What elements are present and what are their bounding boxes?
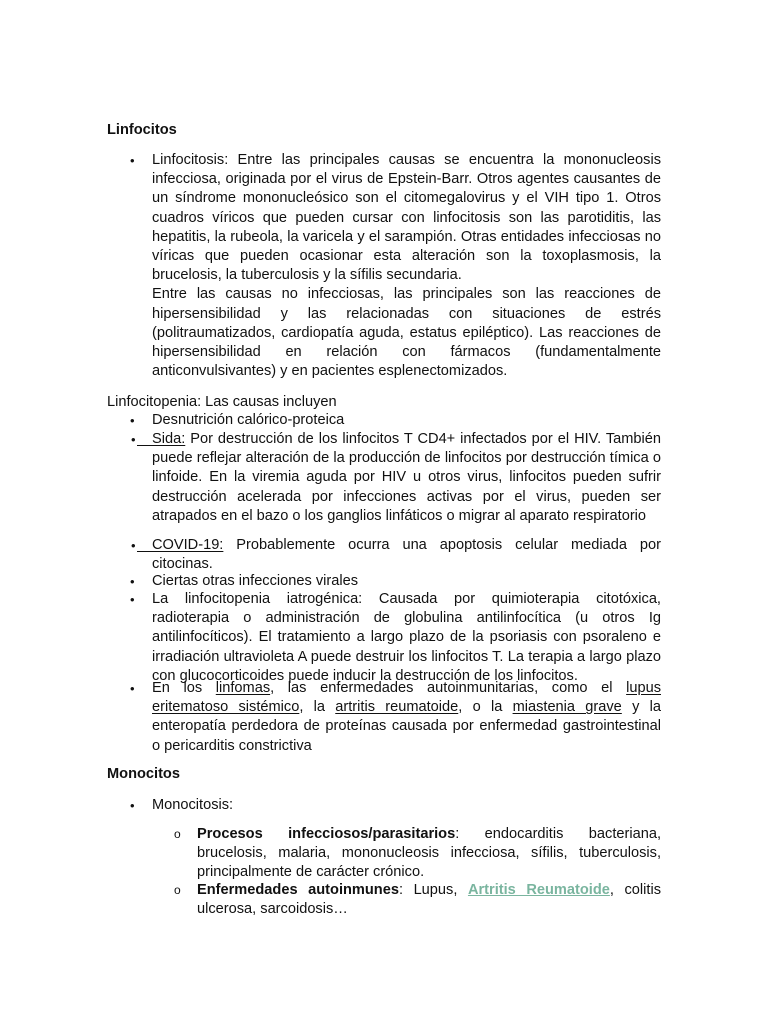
autoinmunes-item: Enfermedades autoinmunes: Lupus, Artritis Reumatoide, colitis ulcerosa, sarcoidosis… <box>197 882 661 918</box>
bullet-monocitosis: • <box>130 798 135 813</box>
monocitosis-item: Monocitosis: <box>152 797 234 813</box>
covid-text: Probablemente ocurra una apoptosis celular mediada por citocinas. <box>152 537 661 573</box>
infecciosos-text: : endocarditis bacteriana, brucelosis, malaria, mononucleosis infecciosa, sífilis, tuberculosis, principalmente de carácter crónico. <box>197 826 661 881</box>
bullet-linfocitosis: • <box>130 153 135 168</box>
sida-text: Por destrucción de los linfocitos T CD4+ infectados por el HIV. También puede reflejar alteración de la producción de linfocitos por destrucción tímica o linfoide. En la viremia aguda por HIV u otros virus, linfocitos pueden sufrir destrucción acelerada por infecciones activas por el virus, pueden ser atrapados en el bazo o los ganglios linfáticos o migrar al aparato respiratorio <box>152 431 661 524</box>
heading-linfocitos: Linfocitos <box>107 122 177 138</box>
infecciosos-label: Procesos infecciosos/parasitarios <box>197 826 456 842</box>
heading-monocitos: Monocitos <box>107 766 180 782</box>
link-artritis[interactable]: artritis reumatoide <box>335 699 459 716</box>
iatrogenica-item: La linfocitopenia iatrogénica: Causada por quimioterapia citotóxica, radioterapia o administración de globulina antilinfocítica (u otros Ig antilinfocíticos). El tratamiento a largo plazo de la psoriasis con psoraleno e irradiación ultravioleta A puede destruir los linfocitos T. La terapia a largo plazo con glucocorticoides puede inducir la destrucción de los linfocitos. <box>152 591 661 684</box>
virales-item: Ciertas otras infecciones virales <box>152 573 359 589</box>
link-artritis-reumatoide[interactable]: Artritis Reumatoide <box>467 882 610 898</box>
link-linfomas[interactable]: linfomas <box>215 680 271 696</box>
covid-item <box>152 536 661 574</box>
subbullet-infecciosos: o <box>174 827 181 841</box>
desnutricion-item: Desnutrición calórico-proteica <box>152 412 345 428</box>
covid-label: COVID-19: <box>152 537 224 553</box>
linfocitosis-paragraph-1: Linfocitosis: Entre las principales causas se encuentra la mononucleosis infecciosa, originada por el virus de Epstein-Barr. Otros agentes causantes de un síndrome mononucleósico son el citomegalovirus y el VIH tipo 1. Otros cuadros víricos que pueden cursar con linfocitosis son las parotiditis, las hepatitis, la rubeola, la varicela y el sarampión. Otras entidades infecciosas no víricas que pueden ocasionar esta alteración son la toxoplasmosis, la brucelosis, la tuberculosis y la sífilis secundaria. <box>152 152 661 284</box>
bullet-covid: • <box>131 536 152 555</box>
subbullet-autoinmunes: o <box>174 883 181 897</box>
sida-label: Sida: <box>152 431 186 447</box>
linfocitosis-paragraph-2: Entre las causas no infecciosas, las principales son las reacciones de hipersensibilidad y las relacionadas con situaciones de estrés (politraumatizados, cardiopatía aguda, estatus epiléptico). Las reacciones de hipersensibilidad en relación con fármacos (fundamentalmente anticonvulsivantes) y en pacientes esplenectomizados. <box>152 286 661 380</box>
autoinmunes-label: Enfermedades autoinmunes <box>197 882 399 898</box>
linfocitosis-item <box>152 151 661 381</box>
bullet-iatrogenica: • <box>130 592 135 607</box>
bullet-virales: • <box>130 574 135 589</box>
link-lupus[interactable]: lupus eritematoso sistémico <box>152 680 661 716</box>
bullet-sida: • <box>131 430 152 449</box>
bullet-enfermedades: • <box>130 681 135 696</box>
link-miastenia[interactable]: miastenia grave <box>512 699 622 716</box>
sida-item <box>152 430 661 526</box>
infecciosos-item <box>197 825 661 883</box>
enfermedades-item: En los linfomas, las enfermedades autoinmunitarias, como el lupus eritematoso sistémico, la artritis reumatoide, o la miastenia grave y la enteropatía perdedora de proteínas causada por enfermedad gastrointestinal o pericarditis constrictiva <box>152 680 661 754</box>
bullet-desnutricion: • <box>130 413 135 428</box>
linfocitopenia-intro: Linfocitopenia: Las causas incluyen <box>107 394 337 410</box>
